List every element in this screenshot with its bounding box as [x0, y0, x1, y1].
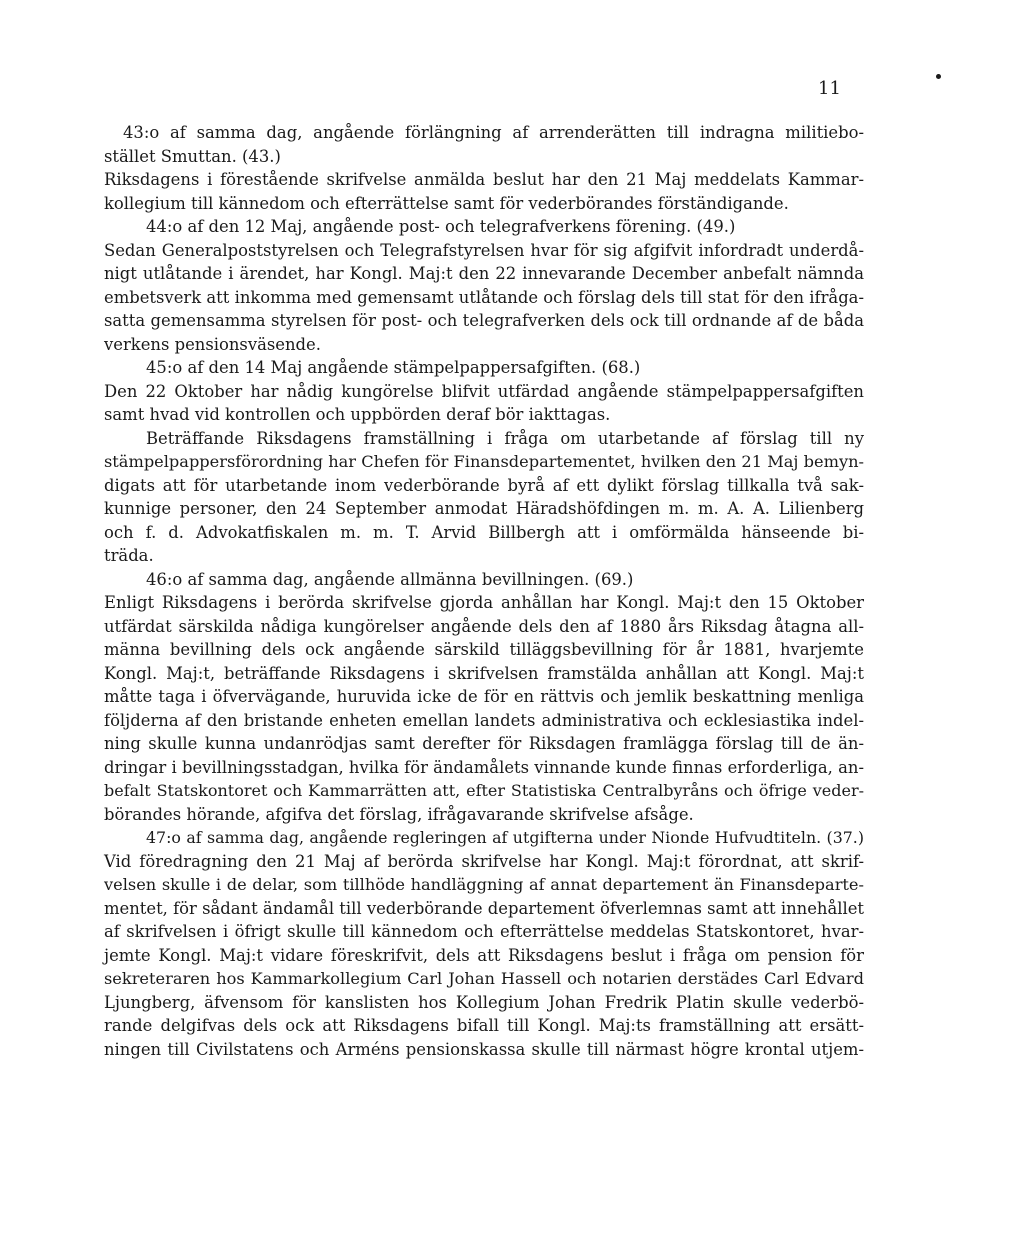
text-line: ning skulle kunna undanrödjas samt derefter för Riksdagen framlägga förslag till de än-	[104, 734, 864, 753]
text-line: af skrifvelsen i öfrigt skulle till kännedom och efterrättelse meddelas Statskontoret, hvar-	[104, 922, 864, 941]
text-line: stämpelpappersförordning har Chefen för Finansdepartementet, hvilken den 21 Maj bemyn-	[104, 452, 864, 471]
text-line: träda.	[104, 546, 154, 565]
text-line: rande delgifvas dels ock att Riksdagens bifall till Kongl. Maj:ts framställning att ersätt-	[104, 1016, 864, 1035]
text-line: Ljungberg, äfvensom för kanslisten hos Kollegium Johan Fredrik Platin skulle vederbö-	[104, 992, 864, 1012]
section-heading-45: 45:o af den 14 Maj angående stämpelpappersafgiften. (68.)	[146, 358, 641, 377]
text-line: ningen till Civilstatens och Arméns pensionskassa skulle till närmast högre krontal utjem-	[104, 1039, 864, 1059]
text-line: samt hvad vid kontrollen och uppbörden deraf bör iakttagas.	[104, 405, 611, 424]
text-line: sekreteraren hos Kammarkollegium Carl Johan Hassell och notarien derstädes Carl Edvard	[104, 969, 864, 988]
section-heading-43: 43:o af samma dag, angående förlängning af arrenderätten till indragna militiebo-	[123, 123, 864, 142]
text-line: Enligt Riksdagens i berörda skrifvelse gjorda anhållan har Kongl. Maj:t den 15 Oktober	[104, 593, 864, 612]
text-line: dringar i bevillningsstadgan, hvilka för ändamålets vinnande kunde finnas erforderliga, an-	[104, 757, 864, 777]
section-heading-44: 44:o af den 12 Maj, angående post- och telegrafverkens förening. (49.)	[146, 217, 736, 236]
text-line: kollegium till kännedom och efterrättelse samt för vederbörandes förständigande.	[104, 193, 789, 213]
text-line: satta gemensamma styrelsen för post- och telegrafverken dels ock till ordnande af de båda	[104, 311, 864, 330]
text-line: Beträffande Riksdagens framställning i fråga om utarbetande af förslag till ny	[146, 428, 864, 448]
text-line: följderna af den bristande enheten emellan landets administrativa och ecklesiastika indel-	[104, 710, 864, 730]
text-line: mentet, för sådant ändamål till vederbörande departement öfverlemnas samt att innehållet	[104, 898, 864, 918]
text-line: verkens pensionsväsende.	[104, 334, 321, 354]
text-line: nigt utlåtande i ärendet, har Kongl. Maj:t den 22 innevarande December anbefalt nämnda	[104, 264, 864, 283]
text-line: jemte Kongl. Maj:t vidare föreskrifvit, dels att Riksdagens beslut i fråga om pension för	[104, 945, 864, 965]
text-line: Kongl. Maj:t, beträffande Riksdagens i skrifvelsen framstälda anhållan att Kongl. Maj:t	[104, 663, 864, 683]
text-line: Sedan Generalpoststyrelsen och Telegrafstyrelsen hvar för sig afgifvit infordradt underdå-	[104, 240, 864, 260]
text-line: Riksdagens i förestående skrifvelse anmälda beslut har den 21 Maj meddelats Kammar-	[104, 170, 864, 189]
text-line: utfärdat särskilda nådiga kungörelser angående dels den af 1880 års Riksdag åtagna all-	[104, 616, 864, 636]
text-line: Den 22 Oktober har nådig kungörelse blifvit utfärdad angående stämpelpappersafgiften	[104, 381, 864, 401]
text-line: velsen skulle i de delar, som tillhöde handläggning af annat departement än Finansdeparte-	[104, 875, 864, 894]
text-line: digats att för utarbetande inom vederbörande byrå af ett dylikt förslag tillkalla två sak-	[104, 475, 864, 495]
body-text	[104, 121, 864, 1061]
text-line: befalt Statskontoret och Kammarrätten att, efter Statistiska Centralbyråns och öfrige veder-	[104, 781, 864, 800]
text-line: männa bevillning dels ock angående särskild tilläggsbevillning för år 1881, hvarjemte	[104, 640, 864, 659]
text-line: måtte taga i öfvervägande, huruvida icke de för en rättvis och jemlik beskattning menliga	[104, 687, 864, 706]
page-speck	[936, 74, 941, 79]
section-heading-47: 47:o af samma dag, angående regleringen af utgifterna under Nionde Hufvudtiteln. (37.)	[146, 828, 864, 847]
text-line: stället Smuttan. (43.)	[104, 146, 281, 166]
section-heading-46: 46:o af samma dag, angående allmänna bevillningen. (69.)	[146, 569, 634, 589]
text-line: och f. d. Advokatfiskalen m. m. T. Arvid Billbergh att i omförmälda hänseende bi-	[104, 522, 864, 542]
text-line: kunnige personer, den 24 September anmodat Häradshöfdingen m. m. A. A. Lilienberg	[104, 499, 864, 518]
text-line: Vid föredragning den 21 Maj af berörda skrifvelse har Kongl. Maj:t förordnat, att skrif-	[104, 851, 864, 871]
page-number: 11	[818, 78, 841, 99]
text-line: börandes hörande, afgifva det förslag, ifrågavarande skrifvelse afsåge.	[104, 804, 694, 824]
text-line: embetsverk att inkomma med gemensamt utlåtande och förslag dels till stat för den ifråga-	[104, 287, 864, 307]
